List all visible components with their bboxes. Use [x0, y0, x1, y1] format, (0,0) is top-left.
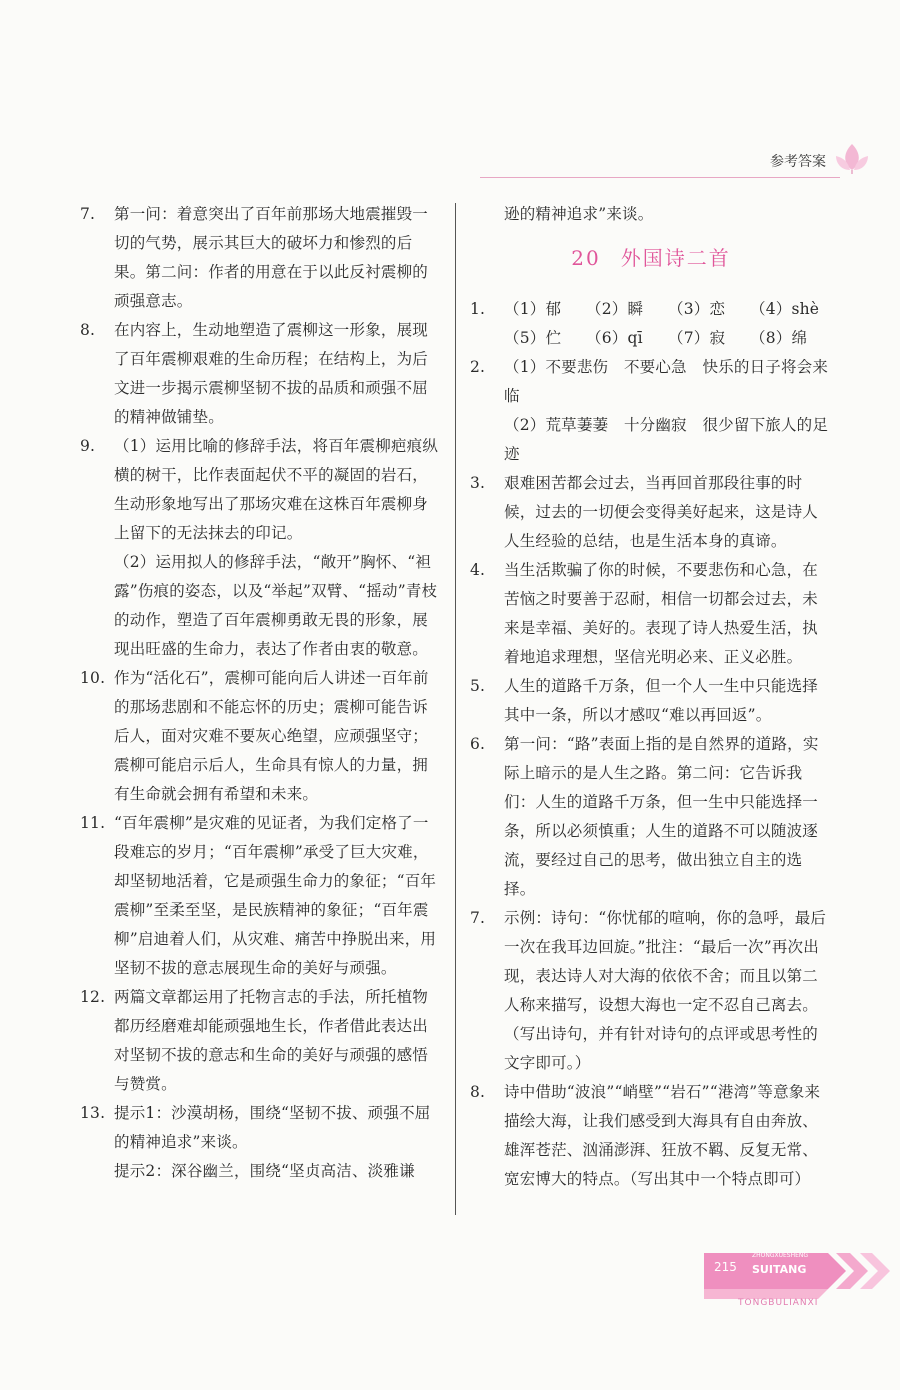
item-text: 提示1：沙漠胡杨，围绕“坚韧不拔、顽强不屈的精神追求”来谈。 [114, 1104, 431, 1151]
item-text-extra: （2）运用拟人的修辞手法，“敞开”胸怀、“袒露”伤痕的姿态，以及“举起”双臂、“摇动”青枝的动作，塑造了百年震柳勇敢无畏的形象，展现出旺盛的生命力，表达了作者由衷的敬意。 [114, 553, 438, 658]
answer-cell: （7）寂 [668, 329, 726, 347]
continuation-text: 逊的精神追求”来谈。 [504, 205, 654, 223]
column-divider [455, 203, 456, 1215]
left-column [80, 200, 442, 1186]
item-number: 10. [80, 669, 106, 687]
answer-item-2 [470, 353, 832, 469]
item-number: 8. [470, 1083, 486, 1101]
answer-item-13 [80, 1099, 442, 1186]
item-text: 示例：诗句：“你忧郁的喧响，你的急呼，最后一次在我耳边回旋。”批注：“最后一次”再次出现，表达诗人对大海的依依不舍；而且以第二人称来描写，设想大海也一定不忍自己离去。（写出诗句，并有针对诗句的点评或思考性的文字即可。） [504, 909, 827, 1072]
answer-cell: （8）绵 [750, 329, 808, 347]
answer-item-10 [80, 664, 442, 809]
item-number: 11. [80, 814, 106, 832]
item-text: （1）不要悲伤 不要心急 快乐的日子将会来临 [504, 358, 829, 405]
item-number: 6. [470, 735, 486, 753]
answer-item-3 [470, 469, 832, 556]
item-text: 诗中借助“波浪”“峭壁”“岩石”“港湾”等意象来描绘大海，让我们感受到大海具有自由奔放、雄浑苍茫、汹涌澎湃、狂放不羁、反复无常、宽宏博大的特点。（写出其中一个特点即可） [504, 1083, 821, 1188]
section-title: 外国诗二首 [620, 246, 731, 270]
item-number: 12. [80, 988, 106, 1006]
answer-cell: （3）恋 [668, 300, 726, 318]
answer-item-8-right [470, 1078, 832, 1194]
item-number: 8. [80, 321, 96, 339]
answer-item-5 [470, 672, 832, 730]
header-title: 参考答案 [770, 154, 826, 170]
item-number: 1. [470, 300, 486, 318]
answer-item-7-right [470, 904, 832, 1078]
item-number: 3. [470, 474, 486, 492]
item-number: 13. [80, 1104, 106, 1122]
item-number: 9. [80, 437, 96, 455]
answer-cell: （5）伫 [504, 329, 562, 347]
item-text: （1）运用比喻的修辞手法，将百年震柳疤痕纵横的树干，比作表面起伏不平的凝固的岩石，生动形象地写出了那场灾难在这株百年震柳身上留下的无法抹去的印记。 [114, 437, 439, 542]
answer-item-6 [470, 730, 832, 904]
answer-cell: （6）qī [586, 329, 643, 347]
answer-item-4 [470, 556, 832, 672]
item-text: 第一问：着意突出了百年前那场大地震摧毁一切的气势，展示其巨大的破坏力和惨烈的后果。第二问：作者的用意在于以此反衬震柳的顽强意志。 [114, 205, 429, 310]
page-footer [700, 1215, 900, 1390]
answer-item-1 [470, 295, 832, 353]
answer-cell: （2）瞬 [586, 300, 644, 318]
right-column [470, 200, 832, 1194]
item-number: 4. [470, 561, 486, 579]
item-text: “百年震柳”是灾难的见证者，为我们定格了一段难忘的岁月；“百年震柳”承受了巨大灾难，却坚韧地活着，它是顽强生命力的象征；“百年震柳”至柔至坚，是民族精神的象征；“百年震柳”启迪着人们，从灾难、痛苦中挣脱出来，用坚韧不拔的意志展现生命的美好与顽强。 [114, 814, 437, 977]
item-text: 当生活欺骗了你的时候，不要悲伤和心急，在苦恼之时要善于忍耐，相信一切都会过去，未来是幸福、美好的。表现了诗人热爱生活，执着地追求理想，坚信光明必来、正义必胜。 [504, 561, 819, 666]
item-text: 第一问：“路”表面上指的是自然界的道路，实际上暗示的是人生之路。第二问：它告诉我们：人生的道路千万条，但一生中只能选择一条，所以必须慎重；人生的道路不可以随波逐流，要经过自己的思考，做出独立自主的选择。 [504, 735, 819, 898]
answer-cell: （1）郁 [504, 300, 562, 318]
brand-tagline: TONGBULIANXI [738, 1298, 819, 1308]
header-rule [480, 177, 840, 178]
item-number: 7. [470, 909, 486, 927]
item-text-extra: （2）荒草萋萋 十分幽寂 很少留下旅人的足迹 [504, 416, 829, 463]
leaf-decoration-icon [834, 140, 870, 174]
brand-name: SUITANG [752, 1263, 807, 1276]
item-text: 作为“活化石”，震柳可能向后人讲述一百年前的那场悲剧和不能忘怀的历史；震柳可能告诉后人，面对灾难不要灰心绝望，应顽强坚守；震柳可能启示后人，生命具有惊人的力量，拥有生命就会拥有希望和未来。 [114, 669, 429, 803]
item-text: 艰难困苦都会过去，当再回首那段往事的时候，过去的一切便会变得美好起来，这是诗人人生经验的总结，也是生活本身的真谛。 [504, 474, 819, 550]
item-number: 7. [80, 205, 96, 223]
section-number: 20 [571, 246, 601, 270]
answer-row [504, 324, 832, 353]
item-text: 在内容上，生动地塑造了震柳这一形象，展现了百年震柳艰难的生命历程；在结构上，为后文进一步揭示震柳坚韧不拔的品质和顽强不屈的精神做铺垫。 [114, 321, 429, 426]
answer-item-9 [80, 432, 442, 664]
answer-item-11 [80, 809, 442, 983]
answer-item-12 [80, 983, 442, 1099]
item-text: 两篇文章都运用了托物言志的手法，所托植物都历经磨难却能顽强地生长，作者借此表达出对坚韧不拔的意志和生命的美好与顽强的感悟与赞赏。 [114, 988, 429, 1093]
item-number: 5. [470, 677, 486, 695]
answer-item-7 [80, 200, 442, 316]
page-header [0, 0, 900, 190]
page-number: 215 [714, 1260, 737, 1274]
answer-cell: （4）shè [750, 300, 820, 318]
brand-subtitle: ZHONGXUESHENG [752, 1252, 809, 1259]
section-heading [470, 244, 832, 273]
answer-row [504, 295, 832, 324]
answer-item-8 [80, 316, 442, 432]
item-text: 人生的道路千万条，但一个人一生中只能选择其中一条，所以才感叹“难以再回返”。 [504, 677, 819, 724]
item-text-extra: 提示2：深谷幽兰，围绕“坚贞高洁、淡雅谦 [114, 1162, 415, 1180]
item-number: 2. [470, 358, 486, 376]
